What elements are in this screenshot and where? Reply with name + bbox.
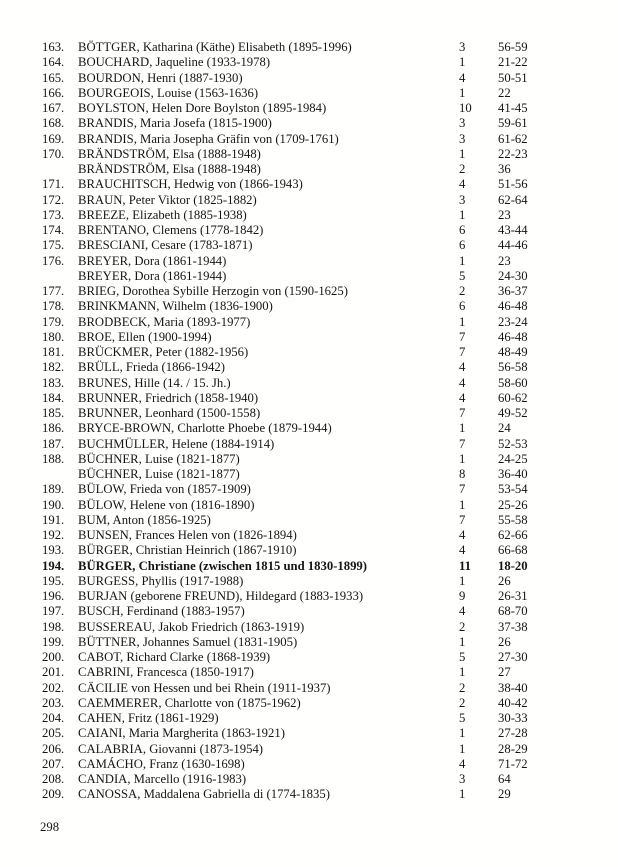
entry-name: BRUNNER, Friedrich (1858-1940) [78,390,259,405]
entry-number: 207. [42,756,65,771]
entry-name: CABRINI, Francesca (1850-1917) [78,665,254,680]
entry-count: 3 [459,116,466,131]
index-row [0,116,618,131]
index-row [0,437,618,452]
entry-pages: 24-25 [498,451,528,466]
entry-count: 3 [459,40,466,54]
entry-number: 169. [42,131,65,146]
index-row [0,513,618,528]
entry-pages: 53-54 [498,482,528,497]
entry-count: 9 [459,589,466,603]
entry-pages: 51-56 [498,177,528,192]
index-row [0,635,618,650]
page-number: 298 [40,820,60,834]
entry-count: 2 [459,680,466,695]
entry-name: CABOT, Richard Clarke (1868-1939) [78,650,271,664]
entry-number: 183. [42,375,65,390]
entry-pages: 36 [498,162,511,176]
entry-name: BUCHMÜLLER, Helene (1884-1914) [78,436,275,451]
index-list [0,40,618,803]
index-row [0,559,618,574]
entry-name: CALABRIA, Giovanni (1873-1954) [78,741,264,756]
entry-count: 1 [459,665,466,680]
entry-pages: 50-51 [498,70,528,85]
entry-pages: 30-33 [498,711,528,725]
entry-number: 177. [42,284,65,298]
entry-name: BÜTTNER, Johannes Samuel (1831-1905) [78,634,298,649]
index-row [0,421,618,436]
entry-number: 205. [42,726,65,741]
index-row [0,482,618,497]
index-row [0,650,618,665]
entry-count: 5 [459,711,466,725]
index-row [0,681,618,696]
entry-number: 186. [42,421,65,436]
entry-number: 170. [42,146,65,161]
entry-name: BRÜCKMER, Peter (1882-1956) [78,345,249,359]
entry-name: BÜCHNER, Luise (1821-1877) [78,467,240,481]
entry-name: BRANDIS, Maria Josefa (1815-1900) [78,116,272,131]
entry-name: BOURDON, Henri (1887-1930) [78,70,243,85]
index-row [0,772,618,787]
entry-count: 1 [459,85,466,100]
entry-name: CAHEN, Fritz (1861-1929) [78,711,219,725]
entry-count: 1 [459,634,466,649]
entry-number: 208. [42,772,65,786]
entry-count: 7 [459,345,466,359]
entry-pages: 43-44 [498,223,528,237]
entry-number: 189. [42,482,65,497]
entry-pages: 37-38 [498,619,528,634]
entry-pages: 38-40 [498,680,528,695]
entry-name: CANDIA, Marcello (1916-1983) [78,772,247,786]
entry-number: 171. [42,177,65,192]
entry-count: 1 [459,314,466,329]
entry-count: 2 [459,619,466,634]
entry-number: 206. [42,741,65,756]
entry-pages: 41-45 [498,101,528,115]
entry-number: 176. [42,253,65,268]
entry-count: 7 [459,406,466,420]
entry-number: 180. [42,329,65,344]
index-row [0,726,618,741]
entry-name: CAMÁCHO, Franz (1630-1698) [78,756,245,771]
entry-count: 5 [459,268,466,283]
entry-number: 195. [42,573,65,588]
index-row [0,391,618,406]
entry-pages: 29 [498,787,511,802]
entry-number: 190. [42,497,65,512]
entry-name: BRODBECK, Maria (1893-1977) [78,314,251,329]
entry-count: 4 [459,375,466,390]
index-row [0,86,618,101]
index-row [0,208,618,223]
entry-pages: 28-29 [498,741,528,756]
index-row [0,711,618,726]
entry-name: BÜRGER, Christiane (zwischen 1815 und 1830-1899) [78,558,368,573]
index-row [0,787,618,802]
entry-name: CAEMMERER, Charlotte von (1875-1962) [78,695,301,710]
entry-number: 187. [42,436,65,451]
entry-name: BROE, Ellen (1900-1994) [78,329,212,344]
entry-pages: 26-31 [498,589,528,603]
index-row [0,757,618,772]
entry-number: 194. [42,558,65,573]
entry-count: 7 [459,512,466,527]
entry-number: 184. [42,390,65,405]
entry-count: 6 [459,238,466,253]
entry-count: 3 [459,131,466,146]
entry-count: 7 [459,436,466,451]
entry-pages: 24-30 [498,268,528,283]
entry-name: BUNSEN, Frances Helen von (1826-1894) [78,528,297,542]
entry-pages: 40-42 [498,695,528,710]
index-row [0,498,618,513]
index-row [0,543,618,558]
entry-name: BÜRGER, Christian Heinrich (1867-1910) [78,543,297,558]
entry-pages: 46-48 [498,299,528,314]
entry-count: 5 [459,650,466,664]
entry-name: CAIANI, Maria Margherita (1863-1921) [78,726,285,741]
entry-number: 197. [42,604,65,619]
entry-name: BOYLSTON, Helen Dore Boylston (1895-1984) [78,101,327,115]
entry-count: 4 [459,543,466,558]
entry-name: BREEZE, Elizabeth (1885-1938) [78,207,247,222]
entry-count: 1 [459,573,466,588]
index-row [0,574,618,589]
entry-pages: 27 [498,665,511,680]
entry-name: BRAUN, Peter Viktor (1825-1882) [78,192,257,207]
entry-name: BRÄNDSTRÖM, Elsa (1888-1948) [78,146,261,161]
index-row [0,299,618,314]
entry-number: 174. [42,223,65,237]
entry-count: 1 [459,207,466,222]
entry-number: 199. [42,634,65,649]
entry-pages: 23 [498,207,511,222]
index-row [0,589,618,604]
entry-pages: 25-26 [498,497,528,512]
index-row [0,269,618,284]
entry-pages: 26 [498,634,511,649]
entry-pages: 49-52 [498,406,528,420]
entry-number: 188. [42,451,65,466]
entry-pages: 23-24 [498,314,528,329]
entry-number: 196. [42,589,65,603]
entry-pages: 71-72 [498,756,528,771]
entry-pages: 48-49 [498,345,528,359]
entry-name: BRÜLL, Frieda (1866-1942) [78,360,225,375]
entry-number: 164. [42,55,65,70]
index-row [0,55,618,70]
index-row [0,177,618,192]
index-row [0,360,618,375]
index-row [0,132,618,147]
entry-count: 8 [459,467,466,481]
entry-name: BRUNNER, Leonhard (1500-1558) [78,406,261,420]
entry-number: 203. [42,695,65,710]
entry-count: 2 [459,284,466,298]
index-row [0,376,618,391]
index-row [0,696,618,711]
entry-count: 1 [459,726,466,741]
entry-count: 10 [459,101,472,115]
entry-count: 1 [459,787,466,802]
entry-pages: 60-62 [498,390,528,405]
entry-name: BRÄNDSTRÖM, Elsa (1888-1948) [78,162,261,176]
index-row [0,284,618,299]
entry-count: 7 [459,482,466,497]
index-row [0,254,618,269]
index-row [0,742,618,757]
entry-name: BRUNES, Hille (14. / 15. Jh.) [78,375,231,390]
entry-count: 2 [459,695,466,710]
entry-number: 198. [42,619,65,634]
index-row [0,315,618,330]
entry-pages: 36-37 [498,284,528,298]
entry-number: 172. [42,192,65,207]
entry-count: 4 [459,70,466,85]
index-row [0,665,618,680]
entry-number: 173. [42,207,65,222]
entry-name: BRAUCHITSCH, Hedwig von (1866-1943) [78,177,303,192]
entry-name: BURJAN (geborene FREUND), Hildegard (1883-1933) [78,589,364,603]
entry-count: 1 [459,451,466,466]
entry-number: 204. [42,711,65,725]
entry-pages: 46-48 [498,329,528,344]
index-row [0,528,618,543]
index-row [0,40,618,55]
entry-number: 209. [42,787,65,802]
index-row [0,223,618,238]
entry-number: 168. [42,116,65,131]
entry-number: 175. [42,238,65,253]
entry-pages: 68-70 [498,604,528,619]
entry-pages: 23 [498,253,511,268]
entry-number: 179. [42,314,65,329]
entry-number: 181. [42,345,65,359]
entry-number: 167. [42,101,65,115]
entry-count: 1 [459,55,466,70]
entry-name: BÜCHNER, Luise (1821-1877) [78,451,240,466]
entry-pages: 56-59 [498,40,528,54]
entry-count: 3 [459,192,466,207]
entry-number: 178. [42,299,65,314]
entry-name: BOURGEOIS, Louise (1563-1636) [78,85,259,100]
entry-number: 185. [42,406,65,420]
entry-number: 200. [42,650,65,664]
entry-number: 166. [42,85,65,100]
entry-number: 191. [42,512,65,527]
entry-name: BUSCH, Ferdinand (1883-1957) [78,604,245,619]
index-row [0,147,618,162]
entry-name: BÜLOW, Frieda von (1857-1909) [78,482,251,497]
entry-count: 1 [459,497,466,512]
entry-pages: 62-64 [498,192,528,207]
index-row [0,238,618,253]
entry-name: BRIEG, Dorothea Sybille Herzogin von (1590-1625) [78,284,348,298]
index-row [0,71,618,86]
entry-pages: 21-22 [498,55,528,70]
entry-count: 4 [459,390,466,405]
index-row [0,345,618,360]
entry-count: 6 [459,299,466,314]
entry-number [42,467,78,482]
entry-count: 1 [459,146,466,161]
entry-number: 201. [42,665,65,680]
entry-pages: 62-66 [498,528,528,542]
entry-number: 163. [42,40,65,54]
entry-pages: 18-20 [498,558,528,573]
entry-count: 6 [459,223,466,237]
entry-count: 11 [459,558,471,573]
entry-pages: 64 [498,772,511,786]
index-row [0,406,618,421]
entry-name: BÖTTGER, Katharina (Käthe) Elisabeth (1895-1996) [78,40,352,54]
entry-pages: 52-53 [498,436,528,451]
entry-count: 2 [459,162,466,176]
entry-number: 193. [42,543,65,558]
entry-name: BÜLOW, Helene von (1816-1890) [78,497,255,512]
index-row [0,330,618,345]
entry-number: 202. [42,680,65,695]
entry-count: 4 [459,756,466,771]
entry-pages: 22 [498,85,511,100]
entry-name: BREYER, Dora (1861-1944) [78,253,227,268]
entry-pages: 27-28 [498,726,528,741]
entry-name: BREYER, Dora (1861-1944) [78,268,227,283]
entry-count: 4 [459,528,466,542]
entry-pages: 24 [498,421,511,436]
entry-count: 1 [459,421,466,436]
entry-pages: 22-23 [498,146,528,161]
index-row [0,101,618,116]
index-row [0,162,618,177]
index-row [0,452,618,467]
entry-count: 1 [459,253,466,268]
entry-count: 4 [459,604,466,619]
entry-pages: 56-58 [498,360,528,375]
entry-pages: 66-68 [498,543,528,558]
entry-number [42,162,78,177]
entry-count: 3 [459,772,466,786]
entry-number: 192. [42,528,65,542]
entry-number: 165. [42,70,65,85]
entry-name: CÄCILIE von Hessen und bei Rhein (1911-1937) [78,680,331,695]
entry-name: BRESCIANI, Cesare (1783-1871) [78,238,253,253]
entry-name: BURGESS, Phyllis (1917-1988) [78,573,244,588]
entry-name: BUM, Anton (1856-1925) [78,512,211,527]
entry-name: BRENTANO, Clemens (1778-1842) [78,223,264,237]
entry-number: 182. [42,360,65,375]
entry-name: BOUCHARD, Jaqueline (1933-1978) [78,55,271,70]
entry-count: 4 [459,177,466,192]
entry-pages: 27-30 [498,650,528,664]
entry-pages: 59-61 [498,116,528,131]
index-row [0,604,618,619]
entry-pages: 55-58 [498,512,528,527]
entry-name: BRINKMANN, Wilhelm (1836-1900) [78,299,273,314]
entry-name: BRYCE-BROWN, Charlotte Phoebe (1879-1944) [78,421,332,436]
entry-count: 7 [459,329,466,344]
entry-number [42,269,78,284]
entry-pages: 26 [498,573,511,588]
index-row [0,467,618,482]
entry-name: CANOSSA, Maddalena Gabriella di (1774-1835) [78,787,330,802]
entry-count: 1 [459,741,466,756]
entry-pages: 61-62 [498,131,528,146]
entry-pages: 36-40 [498,467,528,481]
entry-pages: 58-60 [498,375,528,390]
entry-count: 4 [459,360,466,375]
entry-name: BUSSEREAU, Jakob Friedrich (1863-1919) [78,619,305,634]
index-row [0,193,618,208]
index-row [0,620,618,635]
entry-name: BRANDIS, Maria Josepha Gräfin von (1709-1761) [78,131,339,146]
entry-pages: 44-46 [498,238,528,253]
